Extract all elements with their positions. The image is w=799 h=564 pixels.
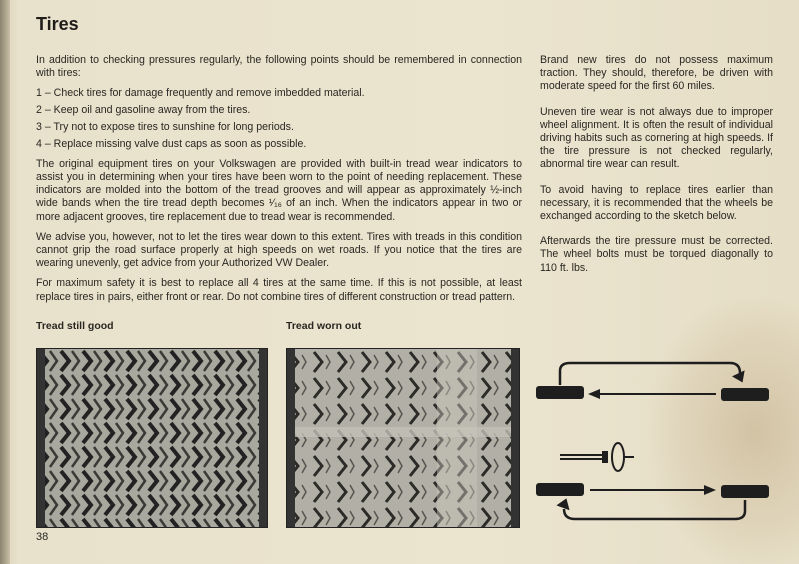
rear-right-tire — [721, 485, 769, 498]
maintenance-points-list — [36, 87, 522, 150]
tread-good-photo — [36, 348, 268, 528]
tire-rotation-sketch — [530, 355, 780, 530]
tread-worn-photo — [286, 348, 520, 528]
front-right-tire — [721, 388, 769, 401]
point-item: 3 – Try not to expose tires to sunshine for long periods. — [36, 120, 294, 133]
new-tires-paragraph: Brand new tires do not possess maximum traction. They should, therefore, be driven with moderate speed for the first 60 miles. — [540, 54, 773, 93]
wear-indicators-paragraph: The original equipment tires on your Volkswagen are provided with built-in tread wear indicators to assist you in determining when your tires have been worn to the point of needing replacement. These indicators are molded into the bottom of the tread grooves and will appear as approximately ½-inch wide bands when the tire tread depth becomes ¹⁄₁₆ of an inch. When the indicators appear in two or more adjacent grooves, tire replacement due to tread wear is recommended. — [36, 157, 522, 223]
curved-arrow-top — [560, 363, 749, 385]
advice-paragraph: We advise you, however, not to let the tires wear down to this extent. Tires with treads in this condition cannot grip the road surface properly at high speeds on wet roads. If you notice that the tires are wearing unevenly, get advice from your Authorized VW Dealer. — [36, 230, 522, 270]
point-item: 2 – Keep oil and gasoline away from the tires. — [36, 104, 251, 117]
intro-paragraph: In addition to checking pressures regularly, the following points should be remembered in connection with tires: — [36, 54, 522, 80]
point-item: 4 – Replace missing valve dust caps as soon as possible. — [36, 137, 307, 150]
left-column — [36, 54, 522, 311]
caption-tread-worn: Tread worn out — [286, 320, 362, 332]
straight-arrow-top — [588, 389, 716, 399]
rotation-paragraph: To avoid having to replace tires earlier than necessary, it is recommended that the wheels be exchanged according to the sketch below. — [540, 183, 773, 223]
curved-arrow-bottom — [556, 496, 745, 519]
page-binding-shadow — [0, 0, 10, 564]
rear-left-tire — [536, 483, 584, 496]
safety-paragraph: For maximum safety it is best to replace all 4 tires at the same time. If this is not possible, at least replace tires in pairs, either front or rear. Do not combine tires of different construction or tread pattern. — [36, 277, 522, 303]
caption-tread-good: Tread still good — [36, 320, 114, 332]
torque-paragraph: Afterwards the tire pressure must be corrected. The wheel bolts must be torqued diagonally to 110 ft. lbs. — [540, 235, 773, 274]
point-item: 1 – Check tires for damage frequently and remove imbedded material. — [36, 87, 365, 100]
uneven-wear-paragraph: Uneven tire wear is not always due to improper wheel alignment. It is often the result of individual driving habits such as cornering at high speeds. If the tire pressure is not checked regularly, abnormal tire wear can result. — [540, 105, 773, 171]
page-number: 38 — [36, 531, 49, 543]
front-left-tire — [536, 386, 584, 399]
straight-arrow-bottom — [590, 485, 716, 495]
wheel-hub-icon — [560, 443, 634, 471]
right-column — [540, 54, 773, 287]
page-title: Tires — [36, 14, 79, 34]
